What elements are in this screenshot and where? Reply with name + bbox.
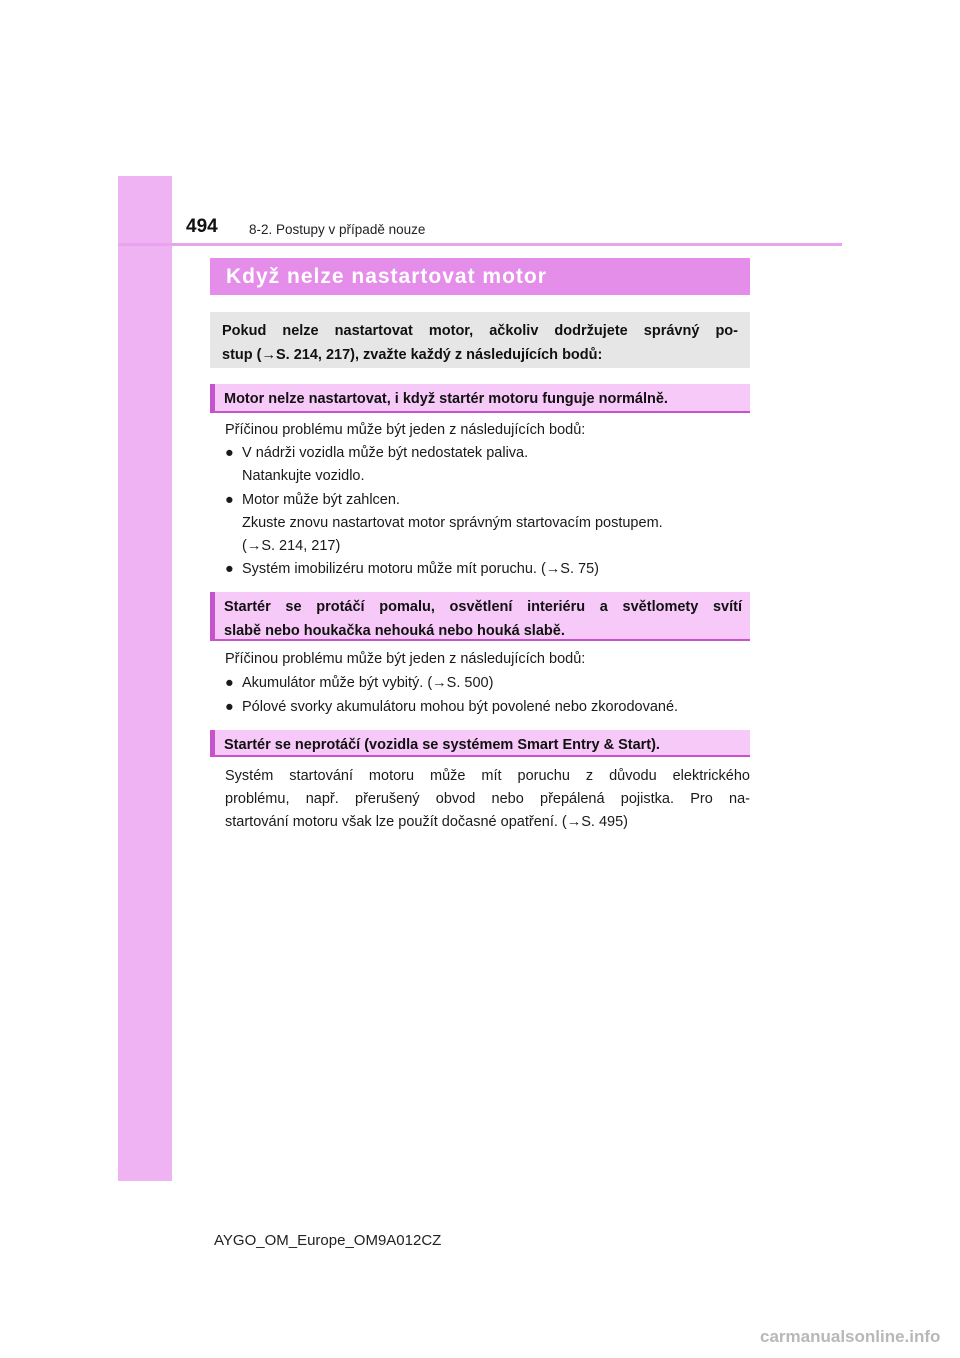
subheading-line-1: Startér se protáčí pomalu, osvětlení interiéru a světlomety svítí: [224, 599, 742, 615]
block1-lead: Příčinou problému může být jeden z následujících bodů:: [225, 422, 586, 438]
bullet-icon: ●: [225, 492, 234, 508]
intro-box: [210, 312, 750, 368]
chapter-title: 8-2. Postupy v případě nouze: [249, 222, 426, 237]
subheading-line-2: slabě nebo houkačka nehouká nebo houká slabě.: [224, 623, 565, 639]
page-number: 494: [186, 216, 218, 237]
bullet-icon: ●: [225, 675, 234, 691]
list-item-text: Pólové svorky akumulátoru mohou být povolené nebo zkorodované.: [242, 699, 679, 715]
footer-code: AYGO_OM_Europe_OM9A012CZ: [214, 1232, 442, 1249]
list-item-text: V nádrži vozidla může být nedostatek paliva.: [242, 445, 529, 461]
paragraph-line: problému, např. přerušený obvod nebo přepálená pojistka. Pro na-: [225, 791, 750, 807]
block2-lead: Příčinou problému může být jeden z následujících bodů:: [225, 651, 586, 667]
list-item-text: Akumulátor může být vybitý. (→S. 500): [242, 675, 494, 691]
list-item-text: Motor může být zahlcen.: [242, 492, 400, 508]
subheading-starter-not-cranking: Startér se neprotáčí (vozidla se systémem Smart Entry & Start).: [210, 730, 750, 757]
section-title: Když nelze nastartovat motor: [210, 258, 750, 295]
bullet-icon: ●: [225, 445, 234, 461]
bullet-icon: ●: [225, 699, 234, 715]
subheading-normal-starter: Motor nelze nastartovat, i když startér motoru funguje normálně.: [210, 384, 750, 413]
list-item-text: Systém imobilizéru motoru může mít poruchu. (→S. 75): [242, 561, 599, 577]
intro-line-1: Pokud nelze nastartovat motor, ačkoliv dodržujete správný po-: [222, 323, 738, 339]
list-item-detail: Natankujte vozidlo.: [242, 468, 365, 484]
paragraph-line: startování motoru však lze použít dočasné opatření. (→S. 495): [225, 814, 628, 830]
intro-line-2: stup (→S. 214, 217), zvažte každý z následujících bodů:: [222, 347, 603, 363]
list-item-detail: Zkuste znovu nastartovat motor správným startovacím postupem.: [242, 515, 663, 531]
paragraph-line: Systém startování motoru může mít poruchu z důvodu elektrického: [225, 768, 750, 784]
watermark-link[interactable]: carmanualsonline.info: [760, 1327, 941, 1346]
bullet-icon: ●: [225, 561, 234, 577]
subheading-slow-starter: [210, 592, 750, 641]
block3-paragraph: [225, 765, 750, 834]
header-divider: [118, 243, 842, 246]
side-color-band: [118, 176, 172, 1181]
list-item-reference: (→S. 214, 217): [242, 538, 341, 554]
